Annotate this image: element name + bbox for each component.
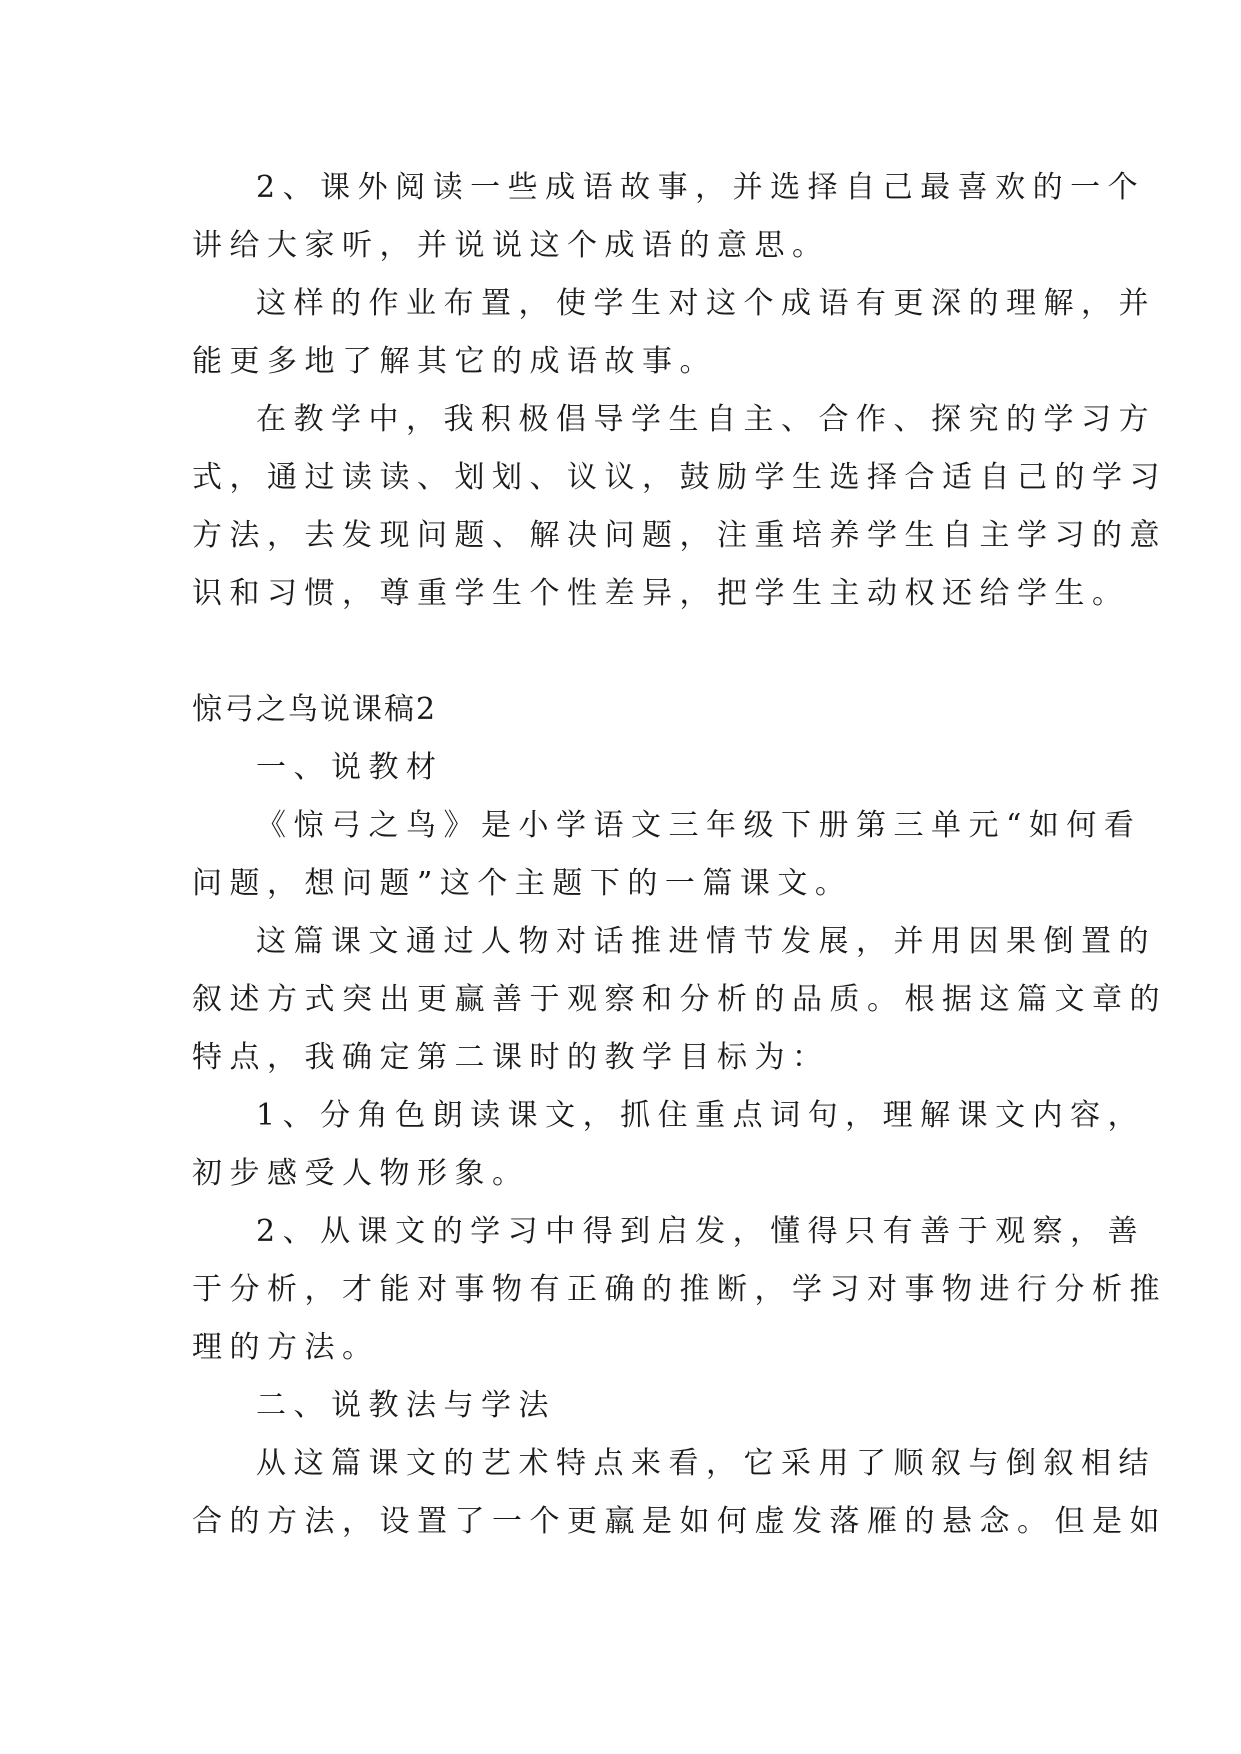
paragraph-line: 在教学中，我积极倡导学生自主、合作、探究的学习方	[256, 402, 1156, 437]
paragraph-line: 于分析，才能对事物有正确的推断，学习对事物进行分析推	[192, 1272, 1167, 1307]
paragraph-line: 这样的作业布置，使学生对这个成语有更深的理解，并	[256, 286, 1156, 321]
paragraph-line: 合的方法，设置了一个更羸是如何虚发落雁的悬念。但是如	[192, 1504, 1167, 1539]
paragraph-line: 1、分角色朗读课文，抓住重点词句，理解课文内容，	[256, 1098, 1146, 1133]
paragraph-line: 特点，我确定第二课时的教学目标为：	[192, 1040, 830, 1075]
paragraph-line: 2、从课文的学习中得到启发，懂得只有善于观察，善	[256, 1214, 1146, 1249]
paragraph-line: 叙述方式突出更赢善于观察和分析的品质。根据这篇文章的	[192, 982, 1167, 1017]
paragraph-line: 式，通过读读、划划、议议，鼓励学生选择合适自己的学习	[192, 460, 1167, 495]
section-title: 惊弓之鸟说课稿2	[192, 692, 438, 727]
paragraph-line: 讲给大家听，并说说这个成语的意思。	[192, 228, 830, 263]
paragraph-line: 能更多地了解其它的成语故事。	[192, 344, 717, 379]
paragraph-line: 问题，想问题”这个主题下的一篇课文。	[192, 866, 853, 901]
paragraph-line: 初步感受人物形象。	[192, 1156, 530, 1191]
paragraph-line: 从这篇课文的艺术特点来看，它采用了顺叙与倒叙相结	[256, 1446, 1156, 1481]
paragraph-line: 识和习惯，尊重学生个性差异，把学生主动权还给学生。	[192, 576, 1130, 611]
paragraph-line: 理的方法。	[192, 1330, 380, 1365]
paragraph-line: 方法，去发现问题、解决问题，注重培养学生自主学习的意	[192, 518, 1167, 553]
paragraph-line: 《惊弓之鸟》是小学语文三年级下册第三单元“如何看	[256, 808, 1142, 843]
paragraph-line: 这篇课文通过人物对话推进情节发展，并用因果倒置的	[256, 924, 1156, 959]
section-heading: 一、说教材	[256, 750, 444, 785]
paragraph-line: 2、课外阅读一些成语故事，并选择自己最喜欢的一个	[256, 170, 1146, 205]
section-heading: 二、说教法与学法	[256, 1388, 556, 1423]
